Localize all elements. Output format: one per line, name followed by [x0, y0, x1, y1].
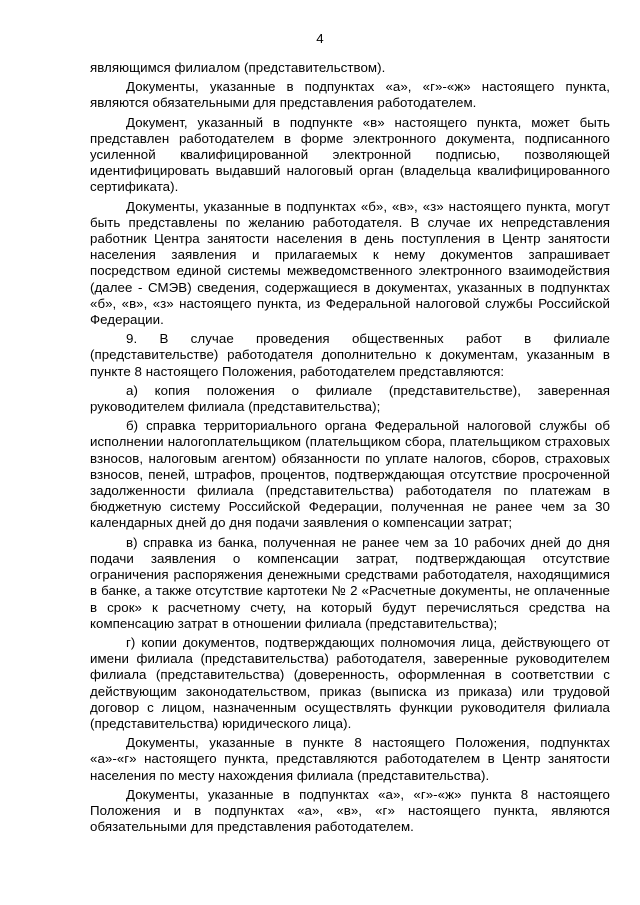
paragraph-item-9: 9. В случае проведения общественных работ в филиале (представительстве) работодателя дополнительно к документам, указанным в пункте 8 настоящего Положения, работодателем представляются: [90, 331, 610, 379]
paragraph-subitem-g: г) копии документов, подтверждающих полномочия лица, действующего от имени филиала (представительства) работодателя, заверенные руководителем филиала (представительства) (доверенность, оформленная в соответствии с действующим законодательством, приказ (выписка из приказа) или трудовой договор с лицом, назначенным осуществлять функции руководителя филиала (представительства) юридического лица). [90, 634, 610, 731]
page-number: 4 [316, 31, 324, 46]
paragraph-electronic-document: Документ, указанный в подпункте «в» настоящего пункта, может быть представлен работодателем в форме электронного документа, подписанного усиленной квалифицированной электронной подписью, позволяющей идентифицировать выдавший налоговый орган (владельца квалифицированного сертификата). [90, 114, 610, 195]
paragraph-subitem-b: б) справка территориального органа Федеральной налоговой службы об исполнении налогоплательщиком (плательщиком сбора, плательщиком страховых взносов, налоговым агентом) обязанности по уплате налогов, сборов, страховых взносов, пеней, штрафов, процентов, подтверждающая отсутствие просроченной задолженности филиала (представительства) работодателя по платежам в бюджетную систему Российской Федерации, полученная не ранее чем за 30 календарных дней до дня подачи заявления о компенсации затрат; [90, 418, 610, 531]
paragraph-mandatory-summary: Документы, указанные в подпунктах «а», «г»-«ж» пункта 8 настоящего Положения и в подпунктах «а», «в», «г» настоящего пункта, являются обязательными для представления работодателем. [90, 786, 610, 835]
document-body [90, 60, 610, 838]
paragraph-subitem-v: в) справка из банка, полученная не ранее чем за 10 рабочих дней до дня подачи заявления о компенсации затрат, подтверждающая отсутствие ограничения распоряжения денежными средствами работодателя, находящимися в банке, а также отсутствие картотеки № 2 «Расчетные документы, не оплаченные в срок» к расчетному счету, на который будут перечисляться средства на компенсацию затрат в отношении филиала (представительства); [90, 534, 610, 631]
paragraph-continuation: являющимся филиалом (представительством). [90, 60, 386, 75]
paragraph-subitem-a: а) копия положения о филиале (представительстве), заверенная руководителем филиала (представительства); [90, 382, 610, 415]
paragraph-submission-place: Документы, указанные в пункте 8 настоящего Положения, подпунктах «а»-«г» настоящего пункта, представляются работодателем в Центр занятости населения по месту нахождения филиала (представительства). [90, 735, 610, 783]
paragraph-mandatory-docs: Документы, указанные в подпунктах «а», «г»-«ж» настоящего пункта, являются обязательными для представления работодателем. [90, 79, 610, 111]
paragraph-optional-docs-smev: Документы, указанные в подпунктах «б», «в», «з» настоящего пункта, могут быть представлены по желанию работодателя. В случае их непредставления работник Центра занятости населения в день поступления в Центр занятости населения заявления и прилагаемых к нему документов запрашивает посредством единой системы межведомственного электронного взаимодействия (далее - СМЭВ) сведения, содержащиеся в документах, указанных в подпунктах «б», «в», «з» настоящего пункта, из Федеральной налоговой службы Российской Федерации. [90, 198, 610, 328]
